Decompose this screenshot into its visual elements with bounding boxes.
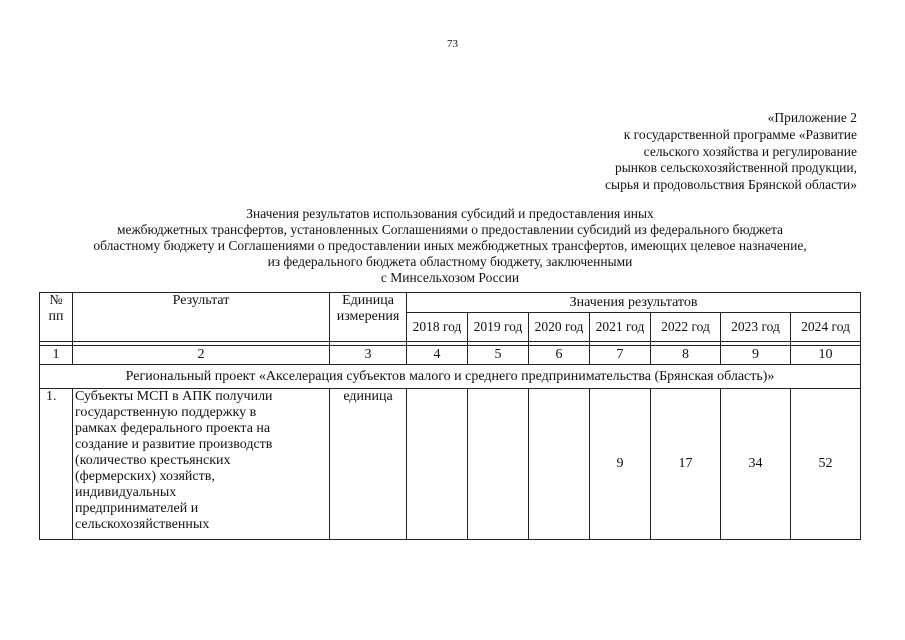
- column-number: 6: [529, 346, 590, 365]
- column-number: 2: [73, 346, 330, 365]
- row-number: 1.: [40, 389, 73, 540]
- column-number: 9: [721, 346, 791, 365]
- header-number: №: [49, 293, 63, 308]
- appendix-line: сырья и продовольствия Брянской области»: [605, 177, 857, 193]
- header-year: 2018 год: [407, 313, 468, 342]
- header-number-sub: пп: [48, 309, 64, 324]
- column-number: 7: [590, 346, 651, 365]
- header-unit-line1: Единица: [342, 293, 394, 308]
- header-result: Результат: [73, 293, 330, 342]
- header-number-cell: [40, 293, 73, 342]
- result-line: государственную поддержку в: [75, 405, 257, 420]
- row-value-2018: [407, 389, 468, 540]
- row-value-2024: 52: [791, 389, 861, 540]
- page-number: 73: [447, 38, 458, 50]
- result-line: (фермерских) хозяйств,: [75, 469, 215, 484]
- results-table: [39, 292, 861, 540]
- header-year: 2024 год: [791, 313, 861, 342]
- row-value-2020: [529, 389, 590, 540]
- result-line: индивидуальных: [75, 485, 177, 500]
- column-number: 5: [468, 346, 529, 365]
- title-line: межбюджетных трансфертов, установленных Соглашениями о предоставлении субсидий из федерального бюджета: [116, 222, 784, 237]
- appendix-line: рынков сельскохозяйственной продукции,: [614, 160, 857, 176]
- row-result: [73, 389, 330, 540]
- header-year: 2019 год: [468, 313, 529, 342]
- result-line: создание и развитие производств: [75, 437, 273, 452]
- header-values: Значения результатов: [407, 293, 861, 313]
- result-line: (количество крестьянских: [75, 453, 231, 468]
- row-value-2019: [468, 389, 529, 540]
- header-year: 2022 год: [651, 313, 721, 342]
- column-number: 8: [651, 346, 721, 365]
- result-line: предпринимателей и: [75, 501, 199, 516]
- header-unit-line2: измерения: [336, 309, 400, 324]
- appendix-line: сельского хозяйства и регулирование: [643, 143, 857, 159]
- header-unit-cell: [330, 293, 407, 342]
- row-value-2023: 34: [721, 389, 791, 540]
- row-value-2022: 17: [651, 389, 721, 540]
- header-year: 2023 год: [721, 313, 791, 342]
- header-year: 2021 год: [590, 313, 651, 342]
- column-number: 1: [40, 346, 73, 365]
- result-line: рамках федерального проекта на: [75, 421, 271, 436]
- title-line: областному бюджету и Соглашениями о предоставлении иных межбюджетных трансфертов, имеющих целевое назначение,: [93, 238, 807, 253]
- title-line: Значения результатов использования субсидий и предоставления иных: [246, 206, 654, 221]
- result-line: Субъекты МСП в АПК получили: [75, 389, 273, 404]
- column-number: 10: [791, 346, 861, 365]
- result-line: сельскохозяйственных: [75, 517, 210, 532]
- row-unit: единица: [330, 389, 407, 540]
- appendix-caption: [517, 110, 857, 194]
- appendix-line: «Приложение 2: [767, 110, 857, 125]
- appendix-line: к государственной программе «Развитие: [623, 126, 857, 142]
- regional-project-title: Региональный проект «Акселерация субъектов малого и среднего предпринимательства (Брянская область)»: [40, 365, 861, 389]
- title-line: из федерального бюджета областному бюджету, заключенными: [267, 254, 633, 269]
- column-number: 3: [330, 346, 407, 365]
- table-row: [40, 389, 861, 540]
- column-number: 4: [407, 346, 468, 365]
- row-value-2021: 9: [590, 389, 651, 540]
- title-line: с Минсельхозом России: [380, 270, 520, 285]
- document-title: [30, 206, 870, 286]
- header-year: 2020 год: [529, 313, 590, 342]
